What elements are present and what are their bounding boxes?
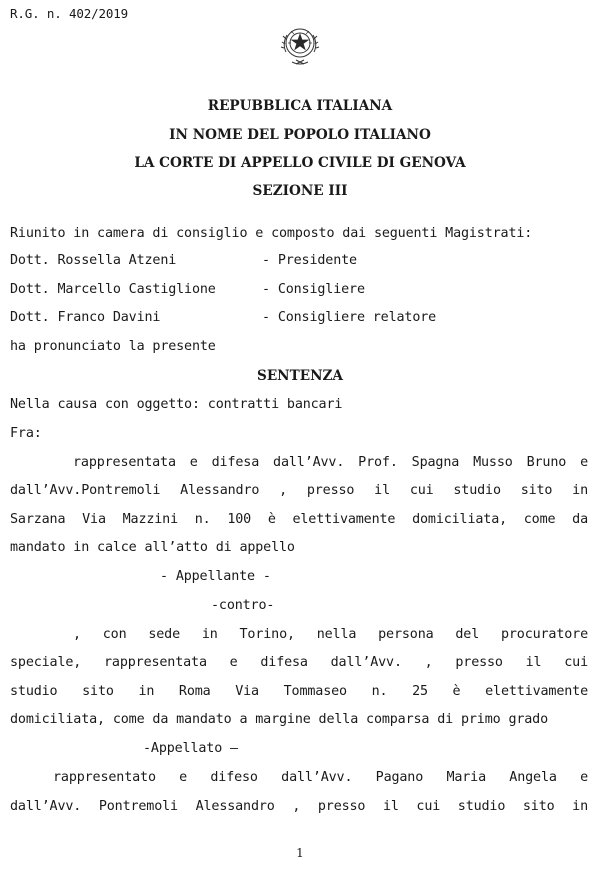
case-number: R.G. n. 402/2019 xyxy=(10,6,129,21)
third-party-line: rappresentato e difeso dall’Avv. Pagano Maria Angela e xyxy=(53,770,588,785)
title-section: SEZIONE III xyxy=(252,183,348,199)
appellee-line: studio sito in Roma Via Tommaseo n. 25 è elettivamente xyxy=(10,684,588,699)
magistrate-name: Dott. Marcello Castiglione xyxy=(10,282,216,297)
magistrate-name: Dott. Rossella Atzeni xyxy=(10,253,177,268)
appellant-line: Sarzana Via Mazzini n. 100 è elettivamente domiciliata, come da xyxy=(10,512,588,527)
appellee-line: , con sede in Torino, nella persona del procuratore xyxy=(73,627,588,642)
title-court: LA CORTE DI APPELLO CIVILE DI GENOVA xyxy=(134,155,466,171)
appellant-line: rappresentata e difesa dall’Avv. Prof. Spagna Musso Bruno e xyxy=(73,455,588,470)
appellee-line: speciale, rappresentata e difesa dall’Avv. , presso il cui xyxy=(10,655,588,670)
title-people: IN NOME DEL POPOLO ITALIANO xyxy=(169,127,431,143)
sentenza-title: SENTENZA xyxy=(257,368,343,384)
pronounced-text: ha pronunciato la presente xyxy=(10,339,216,354)
title-republic: REPUBBLICA ITALIANA xyxy=(207,98,393,114)
third-party-line: dall’Avv. Pontremoli Alessandro , presso il cui studio sito in xyxy=(10,799,588,814)
appellee-role: -Appellato – xyxy=(143,741,238,756)
page-number: 1 xyxy=(296,846,304,860)
emblem-icon xyxy=(278,22,322,68)
magistrate-name: Dott. Franco Davini xyxy=(10,310,161,325)
appellant-line: mandato in calce all’atto di appello xyxy=(10,540,295,555)
appellant-role: - Appellante - xyxy=(160,569,271,584)
magistrate-role: - Consigliere xyxy=(262,282,365,297)
fra-label: Fra: xyxy=(10,426,42,441)
magistrate-role: - Presidente xyxy=(262,253,357,268)
contro-label: -contro- xyxy=(211,598,275,613)
cause-object: Nella causa con oggetto: contratti bancari xyxy=(10,397,343,412)
intro-text: Riunito in camera di consiglio e composto dai seguenti Magistrati: xyxy=(10,226,533,241)
appellee-line: domiciliata, come da mandato a margine della comparsa di primo grado xyxy=(10,712,549,727)
appellant-line: dall’Avv.Pontremoli Alessandro , presso il cui studio sito in xyxy=(10,483,588,498)
magistrate-role: - Consigliere relatore xyxy=(262,310,437,325)
